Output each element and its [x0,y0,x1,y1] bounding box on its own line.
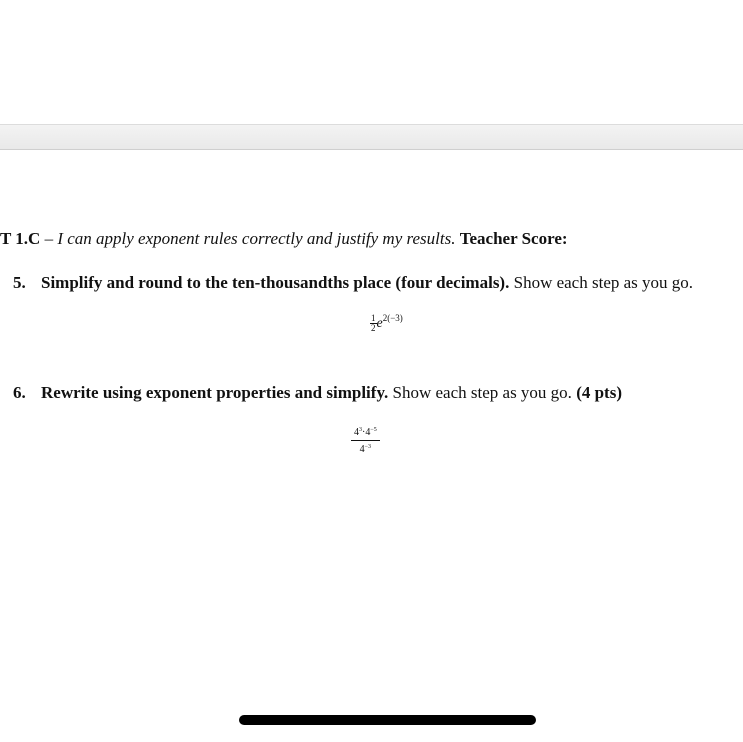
home-indicator-bar[interactable] [239,715,536,725]
question-5 [13,273,693,293]
question-6 [13,383,622,403]
question-instruction: Rewrite using exponent properties and simplify. [41,383,389,402]
question-6-expression [351,424,380,456]
numerator-base-2: 4 [365,427,371,438]
question-note: Show each step as you go. [509,273,694,292]
multiplication-dot: · [362,427,366,438]
teacher-score-label: Teacher Score: [459,229,568,248]
question-number: 5. [13,273,26,292]
denominator-exponent: −3 [364,444,372,450]
numerator-base-1: 4 [354,427,359,438]
expression-denominator [351,441,380,456]
expression-numerator [351,424,380,441]
denominator-base: 4 [359,444,365,455]
top-band [0,124,743,150]
fraction-denominator: 2 [371,323,376,334]
numerator-exponent-2: −5 [370,427,377,433]
learning-target-heading [0,229,568,249]
question-5-expression [370,313,403,343]
question-instruction: Simplify and round to the ten-thousandths place (four decimals). [41,273,510,292]
target-statement: I can apply exponent rules correctly and justify my results. [57,229,456,248]
question-points: (4 pts) [576,383,622,402]
target-code: T 1.C [0,229,41,248]
target-dash: – [40,229,58,248]
numerator-exponent-1: 3 [359,427,362,433]
question-number: 6. [13,383,26,402]
question-note: Show each step as you go. [388,383,572,402]
exponent: 2(−3) [382,313,403,323]
fraction-numerator: 1 [371,313,376,324]
exponent-base: e [376,315,383,331]
